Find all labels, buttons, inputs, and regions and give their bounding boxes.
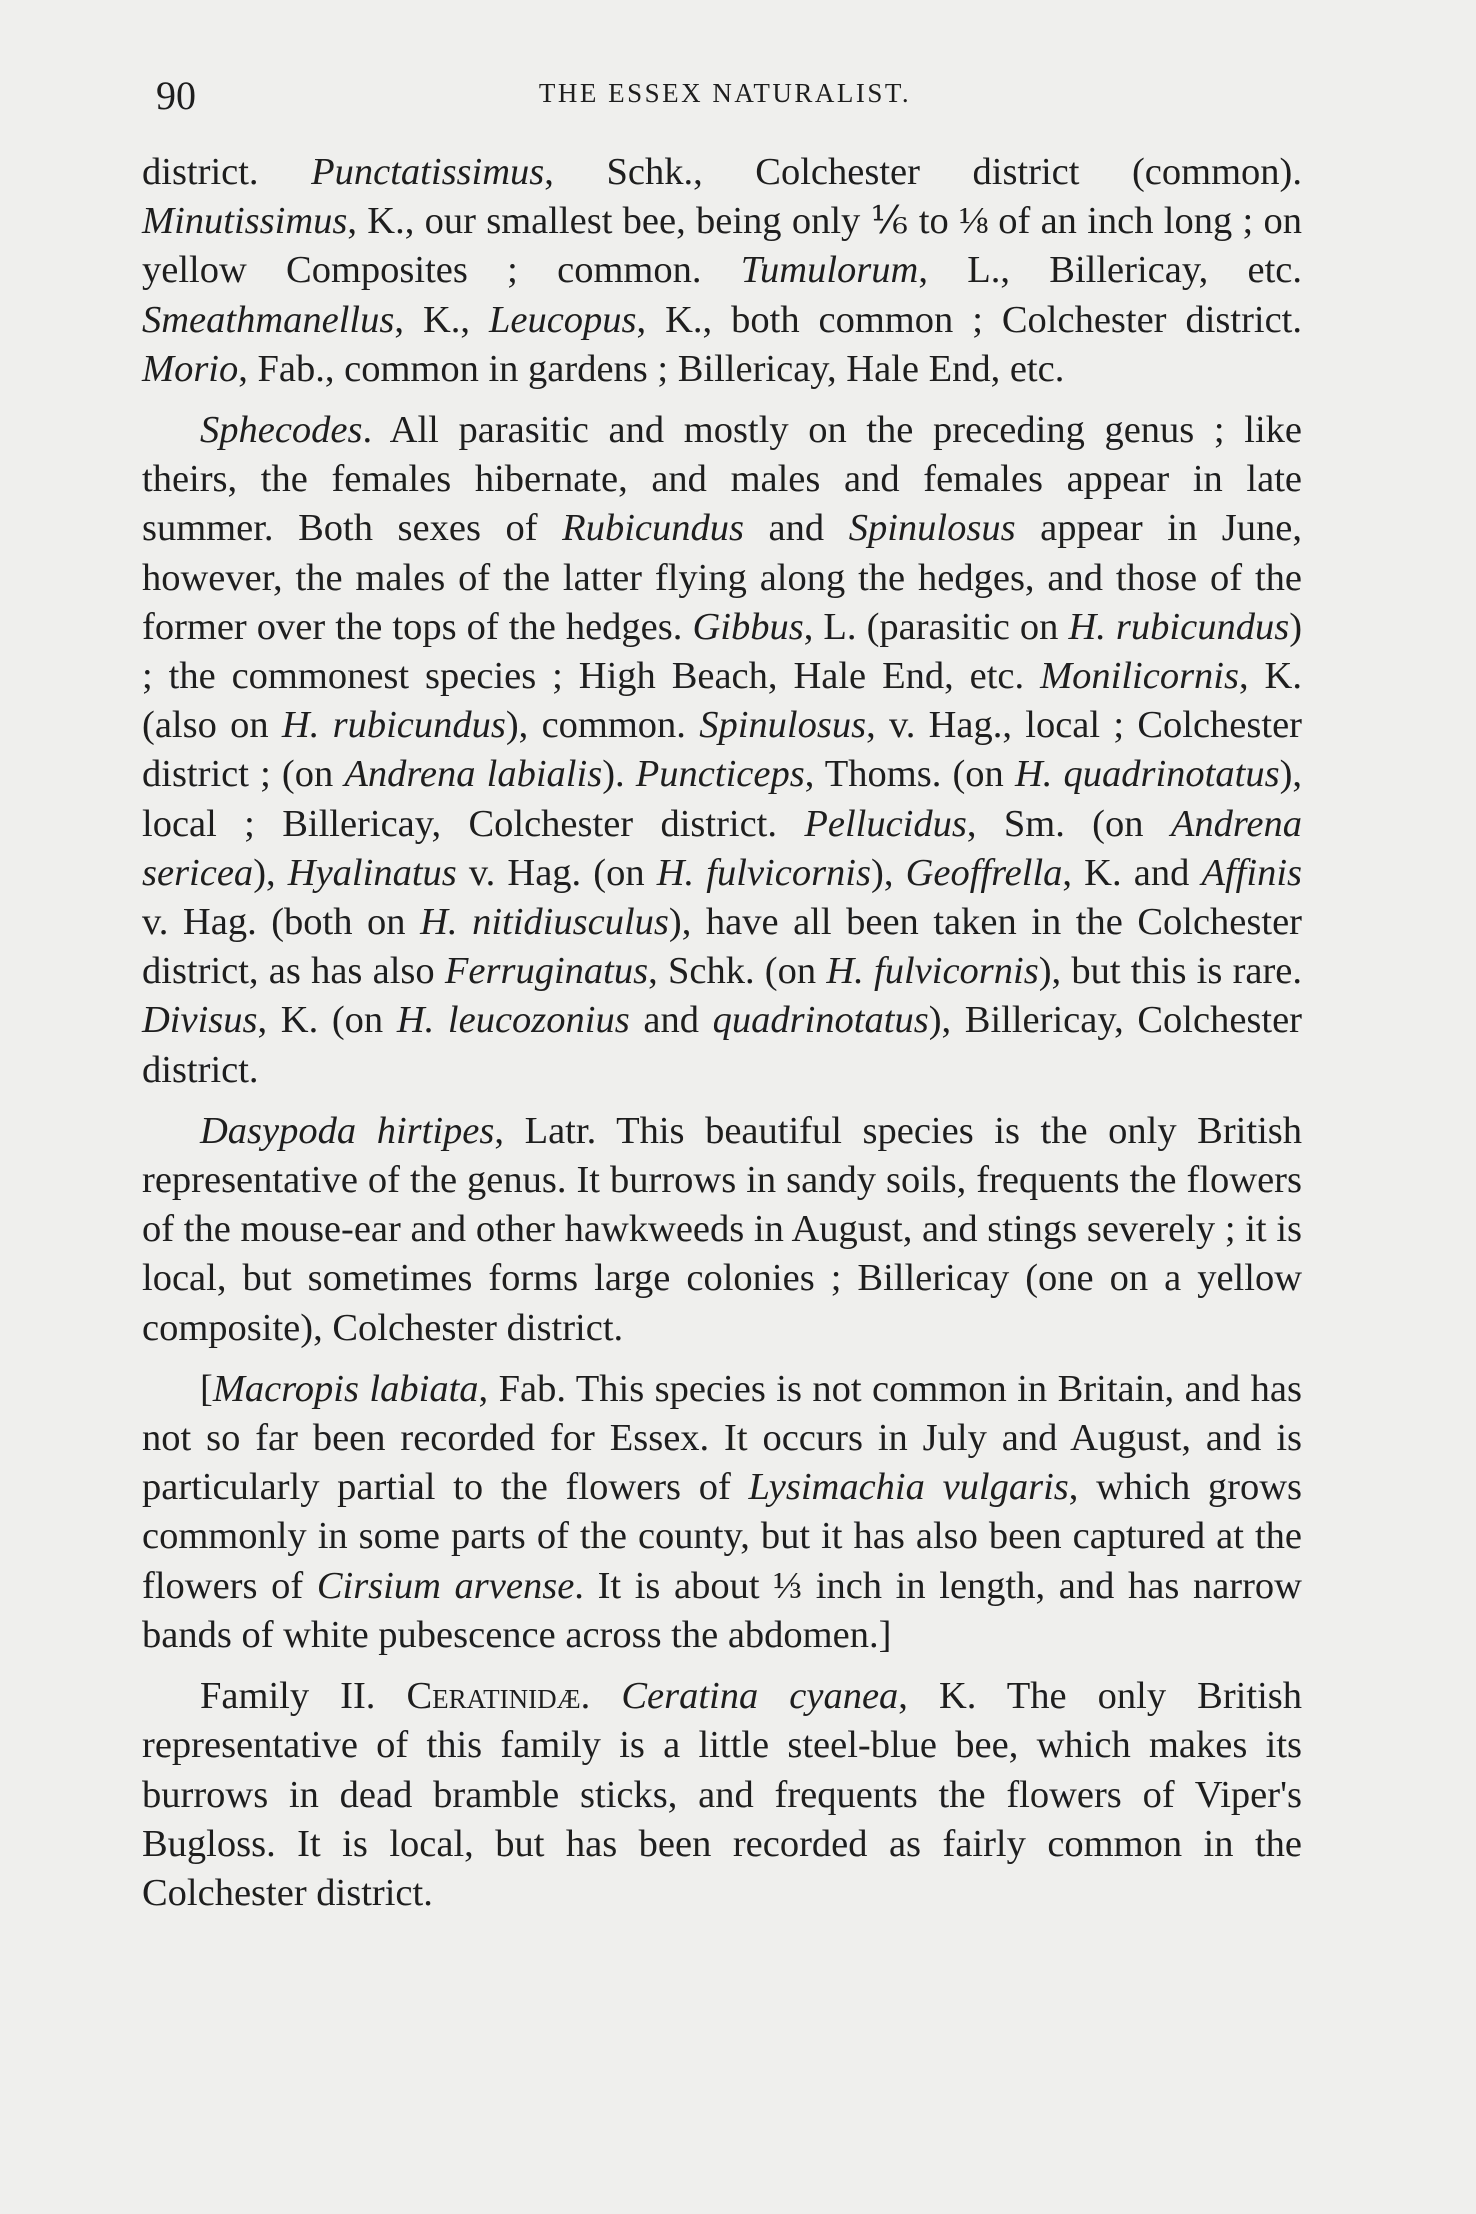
italic-text: H. leucozonius bbox=[396, 999, 630, 1042]
paragraph bbox=[142, 406, 1302, 1095]
text-run: district. bbox=[142, 151, 312, 193]
italic-text: H. fulvicornis bbox=[826, 950, 1039, 993]
text-run: , K., our smallest bee, being only ⅙ to ⅛ of an inch long ; on yellow Composites ; common. bbox=[142, 200, 1302, 292]
italic-text: Rubicundus bbox=[562, 507, 744, 550]
small-caps-text: Ceratinidæ bbox=[406, 1675, 581, 1718]
text-run: . bbox=[580, 1675, 622, 1718]
text-run: , K. and bbox=[1062, 851, 1202, 894]
text-run: , K. (on bbox=[257, 999, 397, 1042]
text-run: [ bbox=[200, 1367, 213, 1410]
text-run: , Fab. This species is not common in Britain, and has not so far been recorded for Essex. It occurs in July and August, and is particularly partial to the flowers of bbox=[142, 1367, 1302, 1509]
text-run: and bbox=[629, 999, 713, 1042]
text-run: . All parasitic and mostly on the preceding genus ; like theirs, the females hibernate, and males and females appear in late summer. Both sexes of bbox=[142, 409, 1302, 550]
paragraph bbox=[142, 1107, 1302, 1353]
text-run: , K. The only British representative of this family is a little steel-blue bee, which makes its burrows in dead bramble sticks, and frequents the flowers of Viper's Bugloss. It is local, but has been recorded as fairly common in the Colchester district. bbox=[142, 1675, 1302, 1914]
paragraph bbox=[142, 1672, 1302, 1918]
italic-text: Spinulosus bbox=[848, 507, 1016, 550]
text-run: , v. Hag., local ; Colchester district ; (on bbox=[142, 704, 1302, 796]
italic-text: H. fulvicornis bbox=[656, 851, 871, 894]
text-run: , K. (also on bbox=[142, 655, 1302, 747]
text-run: v. Hag. (on bbox=[456, 851, 657, 894]
italic-text: H. nitidiusculus bbox=[420, 901, 669, 944]
italic-text: Punctatissimus bbox=[311, 151, 545, 193]
italic-text: Sphecodes bbox=[200, 409, 363, 452]
italic-text: Tumulorum bbox=[740, 249, 919, 292]
page-number: 90 bbox=[156, 73, 196, 118]
text-run: . It is about ⅓ inch in length, and has narrow bands of white pubescence across the abdomen.] bbox=[142, 1564, 1302, 1656]
paragraph bbox=[142, 1365, 1302, 1660]
italic-text: Geoffrella bbox=[905, 851, 1063, 894]
text-run: ), common. bbox=[505, 704, 700, 747]
text-run: , Thoms. (on bbox=[804, 753, 1015, 796]
text-run: ), have all been taken in the Colchester district, as has also bbox=[142, 901, 1302, 993]
text-run: and bbox=[743, 507, 849, 550]
italic-text: Hyalinatus bbox=[287, 851, 457, 894]
text-run: appear in June, however, the males of the latter flying along the hedges, and those of the former over the tops of the hedges. bbox=[142, 507, 1303, 648]
text-run: , which grows commonly in some parts of the county, but it has also been captured at the flowers of bbox=[142, 1466, 1303, 1607]
italic-text: Gibbus bbox=[692, 605, 804, 648]
text-run: ). bbox=[602, 753, 636, 796]
italic-text: Affinis bbox=[1201, 851, 1303, 894]
italic-text: Dasypoda hirtipes bbox=[200, 1109, 495, 1152]
text-run: , L. (parasitic on bbox=[803, 605, 1069, 648]
italic-text: Spinulosus bbox=[699, 704, 867, 747]
text-run: , L., Billericay, etc. bbox=[918, 249, 1302, 292]
italic-text: Leucopus bbox=[488, 298, 637, 341]
italic-text: H. rubicundus bbox=[281, 704, 506, 747]
body-text bbox=[142, 148, 1302, 1918]
italic-text: Andrena labialis bbox=[344, 753, 603, 796]
text-run: , K., both common ; Colchester district. bbox=[636, 298, 1302, 341]
text-run: ), bbox=[871, 851, 906, 894]
text-run: , Sm. (on bbox=[966, 802, 1171, 845]
text-run: ), bbox=[253, 851, 288, 894]
italic-text: Lysimachia vulgaris bbox=[748, 1466, 1069, 1509]
italic-text: H. rubicundus bbox=[1068, 605, 1290, 648]
italic-text: Minutissimus bbox=[142, 200, 348, 243]
italic-text: Ceratina cyanea bbox=[621, 1675, 899, 1718]
italic-text: Pellucidus bbox=[804, 802, 967, 845]
text-run: ) ; the commonest species ; High Beach, Hale End, etc. bbox=[142, 605, 1303, 698]
italic-text: Morio bbox=[142, 347, 239, 390]
italic-text: H. quadrinotatus bbox=[1014, 753, 1280, 796]
text-run: ), Billericay, Colchester district. bbox=[142, 999, 1303, 1091]
text-run: , Fab., common in gardens ; Billericay, Hale End, etc. bbox=[238, 347, 1065, 390]
text-run: , Schk., Colchester district (common). bbox=[544, 151, 1302, 193]
italic-text: Smeathmanellus bbox=[142, 298, 395, 341]
text-run: , Latr. This beautiful species is the only British representative of the genus. It burrows in sandy soils, frequents the flowers of the mouse-ear and other hawkweeds in August, and stings severely ; it is local, but sometimes forms large colonies ; Billericay (one on a yellow composite), Colchester district. bbox=[142, 1109, 1302, 1349]
text-run: ), local ; Billericay, Colchester district. bbox=[142, 753, 1303, 845]
text-run: , Schk. (on bbox=[648, 950, 827, 993]
italic-text: Puncticeps bbox=[635, 753, 805, 796]
text-run: Family II. bbox=[200, 1675, 407, 1718]
italic-text: Andrena sericea bbox=[142, 802, 1302, 894]
page-header bbox=[150, 72, 1300, 132]
italic-text: Macropis labiata bbox=[212, 1367, 479, 1410]
text-run: v. Hag. (both on bbox=[142, 901, 421, 944]
italic-text: Cirsium arvense bbox=[316, 1564, 575, 1607]
italic-text: Monilicornis bbox=[1040, 655, 1239, 698]
italic-text: quadrinotatus bbox=[712, 999, 929, 1042]
italic-text: Divisus bbox=[142, 999, 258, 1042]
italic-text: Ferruginatus bbox=[444, 950, 649, 993]
running-title: THE ESSEX NATURALIST. bbox=[538, 78, 912, 108]
paragraph bbox=[142, 148, 1302, 394]
text-run: , K., bbox=[394, 298, 489, 341]
text-run: ), but this is rare. bbox=[1038, 950, 1303, 993]
